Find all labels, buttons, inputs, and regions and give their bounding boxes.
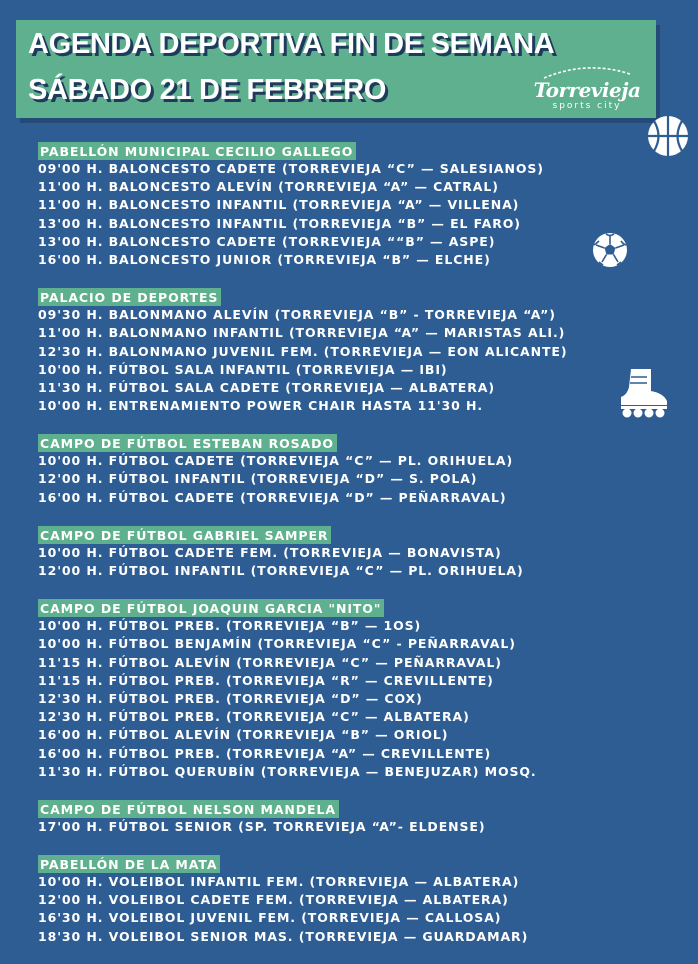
event-item: 11'00 H. BALONMANO INFANTIL (TORREVIEJA “A” — MARISTAS ALI.) [38,325,566,341]
venue-heading: PABELLÓN MUNICIPAL CECILIO GALLEGO [38,142,356,160]
event-item: 10'00 H. VOLEIBOL INFANTIL FEM. (TORREVIEJA — ALBATERA) [38,874,520,890]
event-item: 13'00 H. BALONCESTO CADETE (TORREVIEJA ““B” — ASPE) [38,233,496,249]
logo-name: Torrevieja [533,78,641,102]
event-item: 12'00 H. FÚTBOL INFANTIL (TORREVIEJA “C” — PL. ORIHUELA) [38,563,524,578]
event-item: 16'00 H. FÚTBOL PREB. (TORREVIEJA “A” — CREVILLENTE) [38,745,492,761]
event-item: 11'00 H. BALONCESTO ALEVÍN (TORREVIEJA “A” — CATRAL) [38,179,499,195]
venue-section [38,598,638,781]
venue-section [38,799,638,836]
event-item: 11'15 H. FÚTBOL ALEVÍN (TORREVIEJA “C” — PEÑARRAVAL) [38,654,502,670]
venue-section [38,287,638,415]
event-item: 16'00 H. BALONCESTO JUNIOR (TORREVIEJA “B” — ELCHE) [38,251,491,267]
event-item: 10'00 H. FÚTBOL CADETE (TORREVIEJA “C” — PL. ORIHUELA) [38,453,514,469]
venue-heading: CAMPO DE FÚTBOL NELSON MANDELA [38,800,339,818]
event-item: 10'00 H. FÚTBOL BENJAMÍN (TORREVIEJA “C” - PEÑARRAVAL) [38,636,516,652]
event-item: 12'30 H. FÚTBOL PREB. (TORREVIEJA “C” — ALBATERA) [38,709,470,725]
event-item: 11'30 H. FÚTBOL SALA CADETE (TORREVIEJA — ALBATERA) [38,379,495,395]
venue-heading: CAMPO DE FÚTBOL GABRIEL SAMPER [38,526,331,544]
event-item: 16'00 H. FÚTBOL ALEVÍN (TORREVIEJA “B” — ORIOL) [38,727,449,743]
event-item: 12'00 H. VOLEIBOL CADETE FEM. (TORREVIEJA — ALBATERA) [38,892,509,908]
torrevieja-logo [532,64,642,112]
event-item: 10'00 H. FÚTBOL CADETE FEM. (TORREVIEJA — BONAVISTA) [38,544,502,560]
event-item: 09'00 H. BALONCESTO CADETE (TORREVIEJA “C” — SALESIANOS) [38,161,544,176]
logo-subtitle: sports city [552,101,622,111]
venue-heading: CAMPO DE FÚTBOL JOAQUIN GARCIA "NITO" [38,599,384,617]
event-item: 10'00 H. FÚTBOL SALA INFANTIL (TORREVIEJA — IBI) [38,361,448,377]
title-banner [16,20,656,118]
venue-section [38,854,638,946]
event-item: 18'30 H. VOLEIBOL SENIOR MAS. (TORREVIEJA — GUARDAMAR) [38,928,529,944]
venue-section [38,141,638,269]
event-item: 10'00 H. FÚTBOL PREB. (TORREVIEJA “B” — 1OS) [38,618,422,634]
event-item: 17'00 H. FÚTBOL SENIOR (SP. TORREVIEJA “A”- ELDENSE) [38,818,486,834]
event-item: 09'30 H. BALONMANO ALEVÍN (TORREVIEJA “B” - TORREVIEJA “A”) [38,307,556,323]
page-title: AGENDA DEPORTIVA FIN DE SEMANA [28,28,555,60]
basketball-icon [645,113,691,159]
venue-heading: CAMPO DE FÚTBOL ESTEBAN ROSADO [38,434,337,452]
event-item: 12'30 H. BALONMANO JUVENIL FEM. (TORREVIEJA — EON ALICANTE) [38,343,568,359]
event-item: 10'00 H. ENTRENAMIENTO POWER CHAIR HASTA 11'30 H. [38,398,483,414]
event-item: 12'30 H. FÚTBOL PREB. (TORREVIEJA “D” — COX) [38,690,423,706]
event-item: 11'15 H. FÚTBOL PREB. (TORREVIEJA “R” — CREVILLENTE) [38,672,494,688]
event-item: 12'00 H. FÚTBOL INFANTIL (TORREVIEJA “D” — S. POLA) [38,471,478,487]
venue-section [38,525,638,580]
venue-section [38,433,638,507]
event-item: 11'30 H. FÚTBOL QUERUBÍN (TORREVIEJA — BENEJUZAR) MOSQ. [38,763,537,779]
event-item: 16'00 H. FÚTBOL CADETE (TORREVIEJA “D” — PEÑARRAVAL) [38,489,507,505]
page-date: SÁBADO 21 DE FEBRERO [28,74,387,106]
event-item: 13'00 H. BALONCESTO INFANTIL (TORREVIEJA “B” — EL FARO) [38,215,521,231]
venue-heading: PALACIO DE DEPORTES [38,288,221,306]
event-item: 16'30 H. VOLEIBOL JUVENIL FEM. (TORREVIEJA — CALLOSA) [38,910,502,926]
venue-heading: PABELLÓN DE LA MATA [38,855,220,873]
schedule-list [38,141,638,964]
event-item: 11'00 H. BALONCESTO INFANTIL (TORREVIEJA “A” — VILLENA) [38,197,520,213]
